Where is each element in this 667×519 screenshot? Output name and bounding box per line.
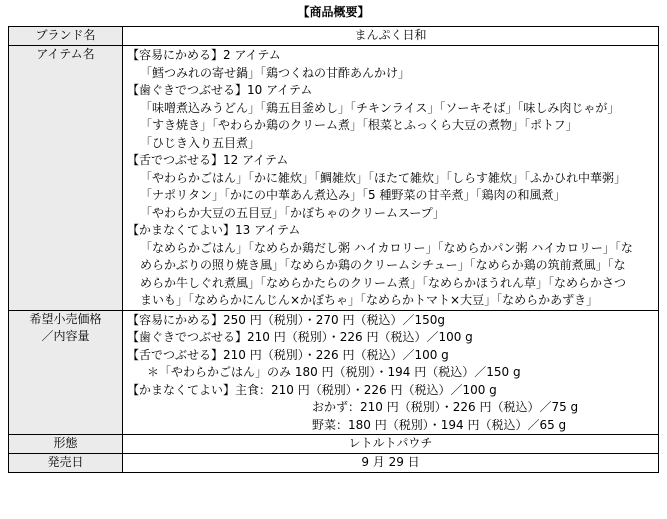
items-label: アイテム名 [9, 46, 123, 311]
table-row-release [9, 454, 659, 473]
price-label: 希望小売価格 [29, 311, 102, 326]
brand-value: まんぷく日和 [123, 27, 659, 46]
items-line: 【歯ぐきでつぶせる】10 アイテム [127, 83, 313, 97]
price-label-cell [9, 310, 123, 435]
table-row-brand [9, 27, 659, 46]
items-line: 「鱈つみれの寄せ鍋」「鶏つくねの甘酢あんかけ」 [140, 65, 411, 80]
product-summary-table [8, 26, 659, 473]
items-line: 「すき焼き」「やわらか鶏のクリーム煮」「根菜とふっくら大豆の煮物」「ポトフ」 [140, 118, 578, 132]
price-line: 【舌でつぶせる】210 円（税別）・226 円（税込）／100 g [127, 347, 449, 362]
price-line: 【かまなくてよい】主食：210 円（税別）・226 円（税込）／100 g [127, 382, 497, 397]
release-value: 9 月 29 日 [123, 454, 659, 473]
items-line: 【容易にかめる】2 アイテム [127, 48, 281, 62]
items-line: まいも」「なめらかにんじん×かぼちゃ」「なめらかトマト×大豆」「なめらかあずき」 [140, 293, 599, 307]
items-line: 【かまなくてよい】13 アイテム [127, 223, 301, 237]
table-row-items [9, 46, 659, 311]
price-line: ＊「やわらかごはん」のみ 180 円（税別）・194 円（税込）／150 g [147, 365, 521, 379]
table-row-price [9, 310, 659, 435]
price-line: 野菜：180 円（税別）・194 円（税込）／65 g [312, 417, 567, 432]
brand-label: ブランド名 [9, 27, 123, 46]
form-value: レトルトパウチ [123, 435, 659, 454]
price-line: 【歯ぐきでつぶせる】210 円（税別）・226 円（税込）／100 g [127, 330, 473, 344]
release-label: 発売日 [9, 454, 123, 473]
document-title: 【商品概要】 [297, 5, 370, 19]
items-line: めらかぶりの照り焼き風」「なめらか鶏のクリームシチュー」「なめらか鶏の筑前煮風」「な [140, 258, 626, 272]
price-line: おかず：210 円（税別）・226 円（税込）／75 g [312, 400, 579, 414]
items-line: 「やわらかごはん」「かに雑炊」「鯛雑炊」「ほたて雑炊」「しらす雑炊」「ふかひれ中華粥」 [140, 170, 627, 185]
items-line: めらか牛しぐれ煮風」「なめらかたらのクリーム煮」「なめらかほうれん草」「なめらかさつ [140, 275, 627, 290]
items-line: 「ナポリタン」「かにの中華あん煮込み」「5 種野菜の甘辛煮」「鶏肉の和風煮」 [140, 188, 566, 202]
items-line: 「味噌煮込みうどん」「鶏五目釜めし」「チキンライス」「ソーキそば」「味しみ肉じゃが」 [140, 100, 620, 115]
items-line: 「なめらかごはん」「なめらか鶏だし粥 ハイカロリー」「なめらかパン粥 ハイカロリー」「な [140, 240, 633, 255]
items-line: 「やわらか大豆の五目豆」「かぼちゃのクリームスープ」 [140, 205, 445, 220]
price-cell [123, 310, 659, 435]
table-row-form [9, 435, 659, 454]
price-line: 【容易にかめる】250 円（税別）・270 円（税込）／150g [127, 312, 445, 327]
items-cell [123, 46, 659, 311]
content-label: ／内容量 [41, 329, 90, 343]
items-line: 【舌でつぶせる】12 アイテム [127, 153, 289, 167]
items-line: 「ひじき入り五目煮」 [140, 135, 261, 150]
form-label: 形態 [9, 435, 123, 454]
